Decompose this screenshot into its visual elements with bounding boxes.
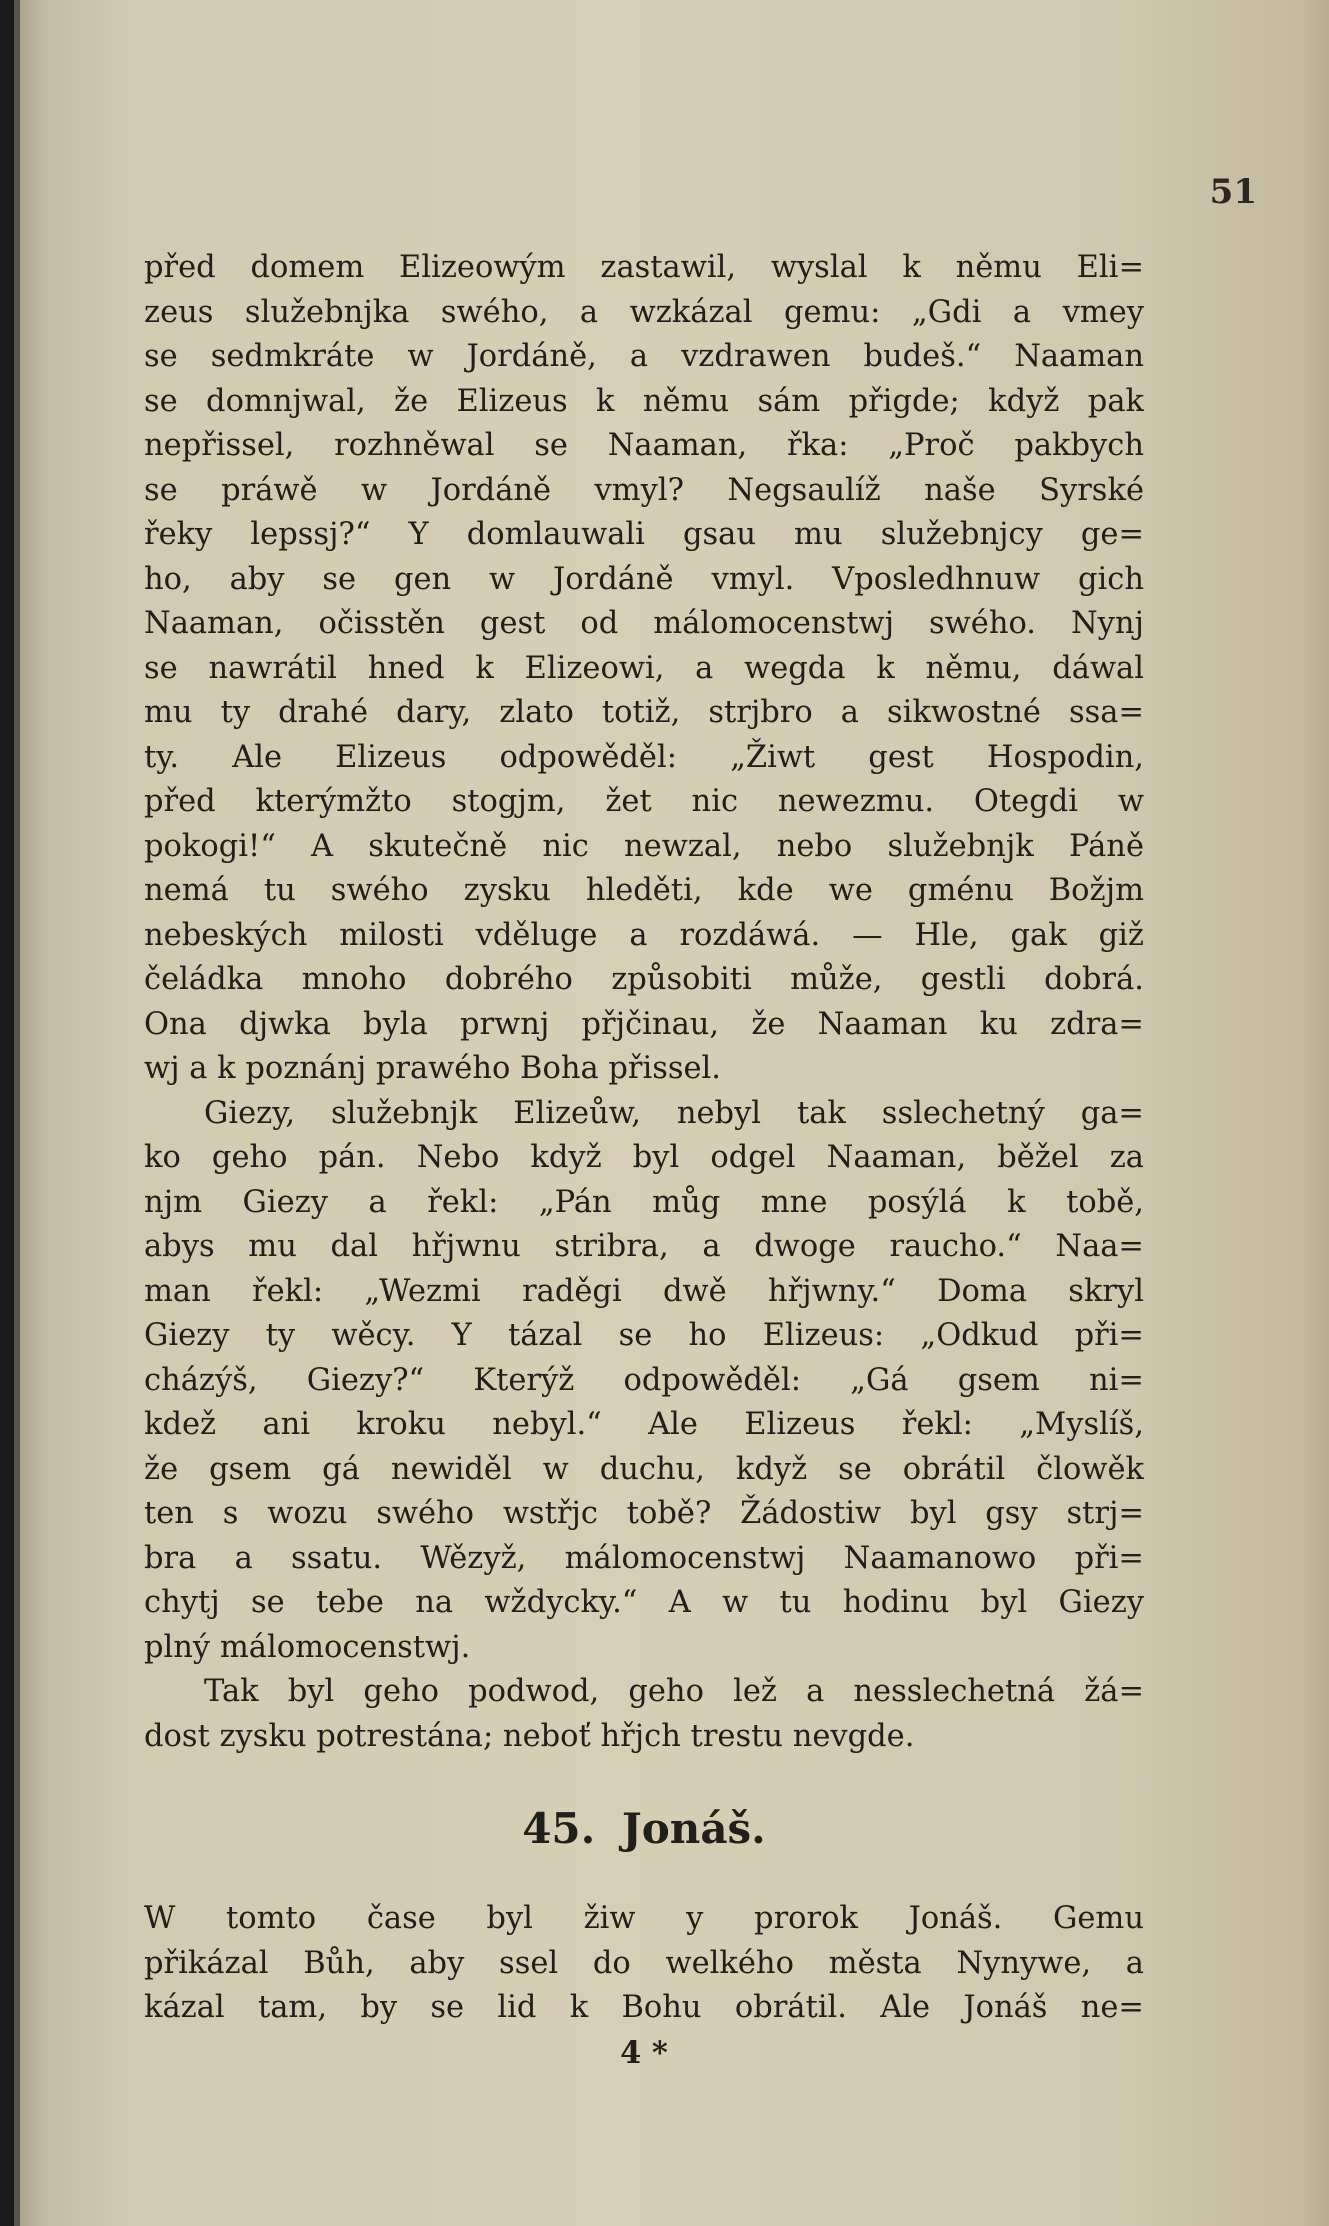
text-line: kázal tam, by se lid k Bohu obrátil. Ale Jonáš ne= [144, 1990, 1144, 2025]
text-line: nepřissel, rozhněwal se Naaman, řka: „Proč pakbych [144, 428, 1144, 463]
printer-signature-mark: 4 * [620, 2034, 668, 2071]
text-line: abys mu dal hřjwnu stribra, a dwoge raucho.“ Naa= [144, 1229, 1144, 1264]
text-line: Naaman, očisstěn gest od málomocenstwj swého. Nynj [144, 606, 1144, 641]
text-line: před kterýmžto stogjm, žet nic newezmu. Otegdi w [144, 784, 1144, 819]
text-line: nemá tu swého zysku hleděti, kde we gménu Božjm [144, 873, 1144, 908]
page-number: 51 [1209, 172, 1257, 212]
chapter-heading [144, 1799, 1144, 1859]
paragraph-moral [144, 1670, 1144, 1759]
text-line: man řekl: „Wezmi raděgi dwě hřjwny.“ Doma skryl [144, 1273, 1144, 1309]
paragraph-jonah [144, 1897, 1144, 2031]
chapter-title: Jonáš. [621, 1804, 766, 1853]
page-body [144, 246, 1144, 2075]
text-line: Giezy, služebnjk Elizeůw, nebyl tak sslechetný ga= [204, 1095, 1144, 1131]
text-line: čeládka mnoho dobrého způsobiti může, gestli dobrá. [144, 962, 1144, 997]
text-line: njm Giezy a řekl: „Pán můg mne posýlá k tobě, [144, 1184, 1144, 1220]
book-page [14, 0, 1329, 2226]
text-line: řeky lepssj?“ Y domlauwali gsau mu služebnjcy ge= [144, 517, 1144, 552]
text-line: mu ty drahé dary, zlato totiž, strjbro a sikwostné ssa= [144, 695, 1144, 730]
text-line: se nawrátil hned k Elizeowi, a wegda k němu, dáwal [144, 650, 1144, 686]
text-line: chytj se tebe na wždycky.“ A w tu hodinu byl Giezy [144, 1585, 1144, 1620]
text-line: ten s wozu swého wstřjc tobě? Žádostiw byl gsy strj= [144, 1496, 1144, 1531]
text-line: wj a k poznánj prawého Boha přissel. [144, 1051, 721, 1086]
text-line: cházýš, Giezy?“ Kterýž odpowěděl: „Gá gsem ni= [144, 1362, 1144, 1398]
text-line: ho, aby se gen w Jordáně vmyl. Vposledhnuw gich [144, 561, 1144, 597]
text-line: přikázal Bůh, aby ssel do welkého města Nynywe, a [144, 1945, 1144, 1981]
text-line: dost zysku potrestána; neboť hřjch trestu nevgde. [144, 1718, 915, 1754]
text-line: se domnjwal, že Elizeus k němu sám přigde; když pak [144, 383, 1144, 419]
text-line: ty. Ale Elizeus odpowěděl: „Žiwt gest Hospodin, [144, 739, 1144, 775]
text-line: ko geho pán. Nebo když byl odgel Naaman, běžel za [144, 1140, 1144, 1175]
chapter-number: 45. [522, 1804, 596, 1853]
text-line: pokogi!“ A skutečně nic newzal, nebo služebnjk Páně [144, 828, 1144, 864]
text-line: že gsem gá newiděl w duchu, když se obrátil člowěk [144, 1451, 1144, 1487]
text-line: plný málomocenstwj. [144, 1629, 471, 1665]
text-line: před domem Elizeowým zastawil, wyslal k němu Eli= [144, 250, 1144, 285]
text-line: bra a ssatu. Wězyž, málomocenstwj Naamanowo při= [144, 1540, 1144, 1576]
text-line: Tak byl geho podwod, geho lež a nesslechetná žá= [204, 1674, 1144, 1709]
text-line: se sedmkráte w Jordáně, a vzdrawen budeš.“ Naaman [144, 339, 1144, 374]
text-line: W tomto čase byl žiw y prorok Jonáš. Gemu [144, 1901, 1144, 1936]
paragraph-giezy [144, 1092, 1144, 1671]
text-line: se práwě w Jordáně vmyl? Negsaulíž naše Syrské [144, 472, 1144, 508]
paragraph-naaman-healing [144, 246, 1144, 1092]
text-line: Giezy ty wěcy. Y tázal se ho Elizeus: „Odkud při= [144, 1318, 1144, 1353]
text-line: zeus služebnjka swého, a wzkázal gemu: „Gdi a vmey [144, 294, 1144, 330]
text-line: nebeských milosti vděluge a rozdáwá. — Hle, gak giž [144, 917, 1144, 953]
text-line: kdež ani kroku nebyl.“ Ale Elizeus řekl: „Myslíš, [144, 1407, 1144, 1442]
text-line: Ona djwka byla prwnj přjčinau, že Naaman ku zdra= [144, 1006, 1144, 1042]
